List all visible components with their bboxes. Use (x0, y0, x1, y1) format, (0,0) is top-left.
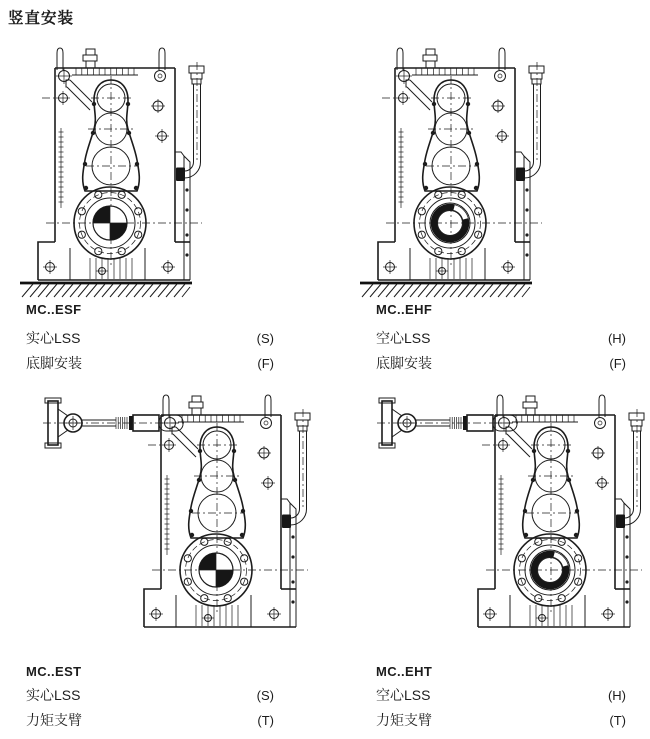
model-code: MC..EST (26, 664, 82, 679)
drawing-mc-eht (340, 385, 650, 658)
feature-code: (H) (607, 331, 626, 346)
feature-label: 实心LSS (26, 330, 81, 346)
feature-code: (S) (256, 331, 274, 346)
feature-code: (H) (607, 688, 626, 703)
caption-row (26, 351, 274, 376)
caption-row (376, 708, 626, 733)
model-code: MC..ESF (26, 302, 82, 317)
caption-row (26, 708, 274, 733)
caption-mc-esf (26, 302, 274, 376)
caption-mc-ehf (376, 302, 626, 376)
page-title: 竖直安装 (8, 10, 75, 27)
caption-row (26, 683, 274, 708)
feature-label: 底脚安装 (26, 355, 82, 371)
feature-label: 空心LSS (376, 687, 431, 703)
caption-mc-eht (376, 664, 626, 733)
caption-row (376, 351, 626, 376)
caption-row (26, 326, 274, 351)
feature-label: 力矩支臂 (26, 712, 82, 728)
feature-code: (T) (257, 713, 274, 728)
figure-mc-ehf (340, 30, 650, 303)
feature-code: (F) (609, 356, 626, 371)
drawing-mc-est (0, 385, 340, 658)
feature-code: (T) (609, 713, 626, 728)
figure-mc-esf (0, 30, 340, 303)
drawing-mc-esf (0, 30, 340, 303)
feature-label: 空心LSS (376, 330, 431, 346)
feature-label: 底脚安装 (376, 355, 432, 371)
feature-code: (F) (257, 356, 274, 371)
feature-label: 力矩支臂 (376, 712, 432, 728)
feature-label: 实心LSS (26, 687, 81, 703)
model-code: MC..EHT (376, 664, 433, 679)
model-code: MC..EHF (376, 302, 433, 317)
drawing-mc-ehf (340, 30, 650, 303)
feature-code: (S) (256, 688, 274, 703)
caption-row (376, 683, 626, 708)
figure-mc-est (0, 385, 340, 658)
caption-row (376, 326, 626, 351)
figure-mc-eht (340, 385, 650, 658)
caption-mc-est (26, 664, 274, 733)
